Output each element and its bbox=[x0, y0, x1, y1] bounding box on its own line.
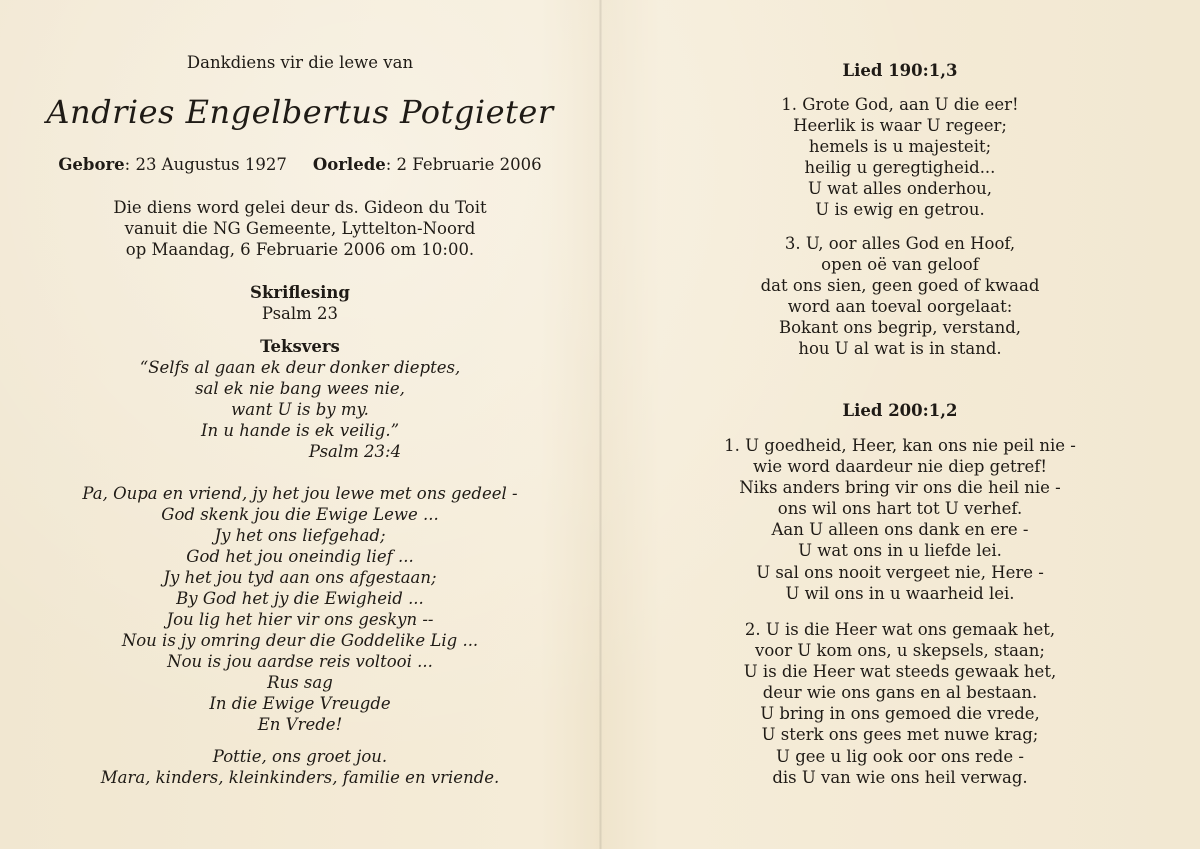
text-heading: Teksvers bbox=[260, 337, 340, 356]
verse-line: 2. U is die Heer wat ons gemaak het, bbox=[744, 620, 1056, 639]
farewell bbox=[0, 746, 600, 788]
tribute-line: Nou is jou aardse reis voltooi ... bbox=[167, 652, 433, 671]
tribute-line: Jou lig het hier vir ons geskyn -- bbox=[166, 610, 434, 629]
text-line: want U is by my. bbox=[231, 400, 369, 419]
hymn-verse bbox=[600, 233, 1200, 360]
tribute-line: God het jou oneindig lief ... bbox=[186, 547, 414, 566]
tribute-line: God skenk jou die Ewige Lewe ... bbox=[161, 505, 439, 524]
verse-line: U wat ons in u liefde lei. bbox=[798, 541, 1002, 561]
verse-line: dis U van wie ons heil verwag. bbox=[772, 767, 1028, 787]
reading-heading: Skriflesing bbox=[250, 283, 350, 302]
deceased-name: Andries Engelbertus Potgieter bbox=[46, 93, 554, 131]
verse-line: U bring in ons gemoed die vrede, bbox=[760, 704, 1040, 724]
tribute-line: Nou is jy omring deur die Goddelike Lig ... bbox=[121, 631, 479, 650]
born-value: : 23 Augustus 1927 bbox=[124, 155, 287, 174]
service-details bbox=[0, 197, 600, 260]
died-value: : 2 Februarie 2006 bbox=[385, 155, 542, 174]
tribute-line: In die Ewige Vreugde bbox=[209, 694, 391, 713]
verse-line: voor U kom ons, u skepsels, staan; bbox=[755, 641, 1045, 661]
verse-line: wie word daardeur nie diep getref! bbox=[752, 457, 1048, 477]
service-line: op Maandag, 6 Februarie 2006 om 10:00. bbox=[125, 240, 475, 259]
service-line: Die diens word gelei deur ds. Gideon du Toit bbox=[113, 198, 487, 217]
verse-line: deur wie ons gans en al bestaan. bbox=[762, 683, 1038, 703]
text-reference: Psalm 23:4 bbox=[308, 442, 402, 461]
text-line: In u hande is ek veilig.” bbox=[200, 421, 400, 440]
verse-line: Heerlik is waar U regeer; bbox=[793, 116, 1007, 136]
verse-line: 3. U, oor alles God en Hoof, bbox=[784, 234, 1016, 253]
died-label: Oorlede bbox=[312, 155, 386, 174]
verse-line: hou U al wat is in stand. bbox=[798, 339, 1002, 359]
right-page bbox=[600, 0, 1200, 849]
verse-line: ons wil ons hart tot U verhef. bbox=[777, 499, 1023, 519]
verse-line: open oë van geloof bbox=[821, 255, 979, 275]
tribute-line: By God het jy die Ewigheid ... bbox=[176, 589, 424, 608]
verse-line: 1. Grote God, aan U die eer! bbox=[781, 95, 1019, 114]
born-label: Gebore bbox=[58, 155, 125, 174]
dates-row bbox=[0, 154, 600, 175]
farewell-line: Pottie, ons groet jou. bbox=[212, 747, 388, 766]
text-line: “Selfs al gaan ek deur donker dieptes, bbox=[139, 358, 461, 377]
reading-value: Psalm 23 bbox=[261, 304, 339, 323]
tribute-line: Jy het ons liefgehad; bbox=[214, 526, 386, 545]
verse-line: U wat alles onderhou, bbox=[807, 179, 993, 199]
verse-line: U sterk ons gees met nuwe krag; bbox=[761, 725, 1039, 745]
tribute-line: En Vrede! bbox=[257, 715, 343, 734]
verse-line: U sal ons nooit vergeet nie, Here - bbox=[756, 562, 1044, 582]
tribute-line: Pa, Oupa en vriend, jy het jou lewe met ons gedeel - bbox=[82, 484, 518, 503]
verse-line: dat ons sien, geen goed of kwaad bbox=[760, 276, 1040, 296]
verse-line: word aan toeval oorgelaat: bbox=[787, 297, 1013, 317]
hymn-title: Lied 190:1,3 bbox=[842, 61, 958, 80]
verse-line: U gee u lig ook oor ons rede - bbox=[776, 746, 1024, 766]
verse-line: U wil ons in u waarheid lei. bbox=[785, 583, 1015, 603]
tribute-line: Rus sag bbox=[267, 673, 333, 692]
verse-line: U is ewig en getrou. bbox=[815, 200, 985, 220]
hymn-verse bbox=[600, 435, 1200, 604]
verse-line: hemels is u majesteit; bbox=[808, 137, 992, 157]
tribute-line: Jy het jou tyd aan ons afgestaan; bbox=[163, 568, 437, 587]
intro-text: Dankdiens vir die lewe van bbox=[186, 53, 414, 72]
scripture-reading bbox=[0, 282, 600, 324]
verse-line: heilig u geregtigheid... bbox=[804, 158, 996, 178]
text-verse bbox=[0, 336, 600, 462]
verse-line: Aan U alleen ons dank en ere - bbox=[771, 520, 1029, 540]
verse-line: U is die Heer wat steeds gewaak het, bbox=[743, 662, 1057, 682]
verse-line: Bokant ons begrip, verstand, bbox=[778, 318, 1022, 338]
hymn-verse bbox=[600, 619, 1200, 788]
hymn-title: Lied 200:1,2 bbox=[842, 401, 958, 420]
verse-line: 1. U goedheid, Heer, kan ons nie peil nie - bbox=[724, 436, 1076, 455]
hymn-verse bbox=[600, 94, 1200, 221]
verse-line: Niks anders bring vir ons die heil nie - bbox=[739, 478, 1061, 498]
tribute-poem bbox=[0, 483, 600, 735]
service-line: vanuit die NG Gemeente, Lyttelton-Noord bbox=[124, 219, 476, 238]
farewell-line: Mara, kinders, kleinkinders, familie en vriende. bbox=[100, 768, 500, 787]
text-line: sal ek nie bang wees nie, bbox=[195, 379, 405, 398]
